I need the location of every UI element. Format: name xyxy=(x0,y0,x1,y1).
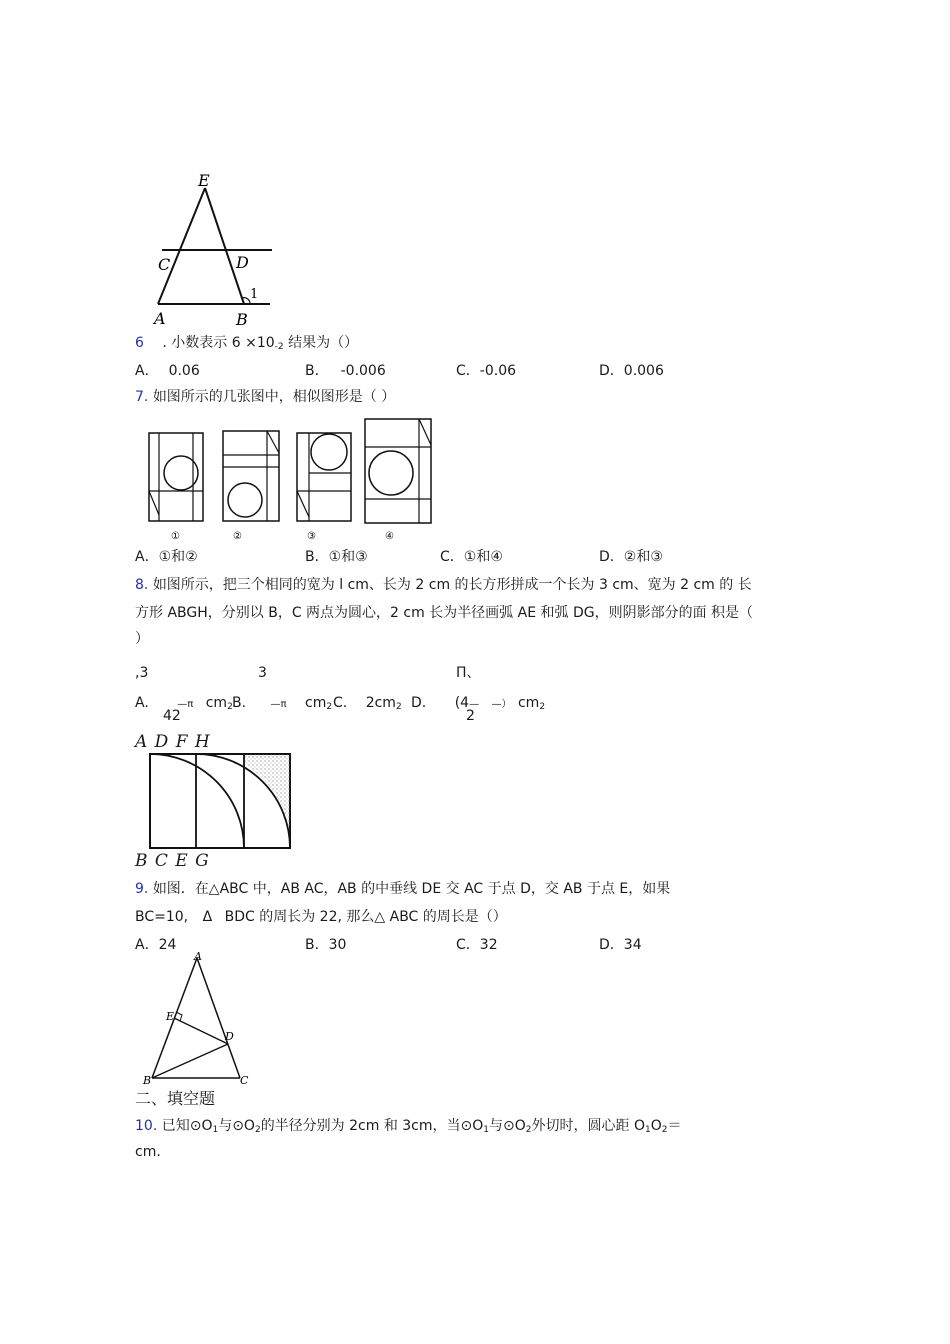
label-angle-1: 1 xyxy=(250,287,259,302)
question-number: 7. xyxy=(135,389,149,405)
option-c[interactable]: C．-0.06 xyxy=(456,363,517,379)
figure-bottom-labels: B C E G xyxy=(135,851,210,871)
label-B: B xyxy=(236,310,248,329)
question-text-line1: 如图所示，把三个相同的宽为 l cm、长为 2 cm 的长方形拼成一个长为 3 cm、宽为 2 cm 的 长 xyxy=(152,577,752,593)
option-d[interactable]: D．0.006 xyxy=(599,363,664,379)
question-9-line2: BC=10, Δ BDC 的周长为 22, 那么△ ABC 的周长是（） xyxy=(135,909,507,925)
fraction-numerator-b: 3 xyxy=(258,665,267,681)
figure-rectangles-arcs xyxy=(148,752,294,852)
figure-triangle-abc xyxy=(140,950,260,1086)
question-6 xyxy=(135,334,358,356)
figure-triangle-parallel xyxy=(150,170,280,330)
question-number: 10. xyxy=(135,1118,158,1134)
figure-label-3: ③ xyxy=(307,531,316,542)
label-C: C xyxy=(158,255,171,274)
question-8-line2: 方形 ABGH，分别以 B，C 两点为圆心，2 cm 长为半径画弧 AE 和弧 DG，则阴影部分的面 积是（ xyxy=(135,605,754,621)
option-d[interactable]: D．②和③ xyxy=(599,549,663,565)
exponent: -2 xyxy=(274,342,284,352)
question-number: 8. xyxy=(135,577,149,593)
fraction-numerator-d: Π、 xyxy=(456,665,481,681)
question-text-line1: 如图．在△ABC 中，AB AC，AB 的中垂线 DE 交 AC 于点 D，交 AB 于点 E，如果 xyxy=(152,881,671,897)
label-D: D xyxy=(236,253,249,272)
q8-option-b[interactable]: B. —π $cm_2$ xyxy=(232,695,333,712)
label-A: A xyxy=(154,309,166,328)
option-d[interactable]: D．34 xyxy=(599,937,642,953)
label-D: D xyxy=(225,1030,234,1043)
figure-label-4: ④ xyxy=(385,531,394,542)
question-number: 9. xyxy=(135,881,149,897)
option-b[interactable]: B． -0.006 xyxy=(305,363,386,379)
q8-option-c[interactable]: C. $2cm_2$ xyxy=(333,695,402,712)
question-text: 如图所示的几张图中，相似图形是（ ） xyxy=(152,389,396,405)
section-title: 二、填空题 xyxy=(135,1089,216,1108)
question-9 xyxy=(135,880,670,898)
option-a[interactable]: A． 0.06 xyxy=(135,363,200,379)
question-number: 6 xyxy=(135,335,144,351)
option-a[interactable]: A．24 xyxy=(135,937,177,953)
option-c[interactable]: C．①和④ xyxy=(440,549,503,565)
option-b[interactable]: B．30 xyxy=(305,937,347,953)
label-C: C xyxy=(240,1074,249,1086)
question-8 xyxy=(135,576,752,594)
question-10: 10. 已知$⊙O_1$与$⊙O_2$的半径分别为 2cm 和 3cm，当$⊙O_1$与$⊙O_2$外切时，圆心距 $O_1O_2=$ xyxy=(135,1118,682,1135)
question-8-line3: ） xyxy=(135,631,149,647)
label-A: A xyxy=(194,950,202,963)
fraction-denominator-d: 2 xyxy=(466,708,475,724)
question-text-end: 结果为（） xyxy=(283,335,359,351)
label-B: B xyxy=(143,1074,152,1086)
fraction-numerator-a: ,3 xyxy=(135,665,149,681)
q8-option-d[interactable]: D. (4— —） $cm_2$ xyxy=(411,695,546,712)
option-a[interactable]: A．①和② xyxy=(135,549,198,565)
q8-option-a[interactable]: A. —π $cm_2$ xyxy=(135,695,233,712)
figure-label-2: ② xyxy=(233,531,242,542)
option-b[interactable]: B．①和③ xyxy=(305,549,368,565)
question-7 xyxy=(135,388,395,406)
label-E: E xyxy=(166,1010,175,1023)
figure-similar-shapes xyxy=(145,415,445,545)
question-text: . 小数表示 6 ×10 xyxy=(162,335,275,351)
figure-label-1: ① xyxy=(171,531,180,542)
question-10-line2: cm. xyxy=(135,1144,161,1160)
option-c[interactable]: C．32 xyxy=(456,937,498,953)
fraction-denominator-a: 42 xyxy=(163,708,181,724)
label-E: E xyxy=(198,171,210,190)
figure-top-labels: A D F H xyxy=(135,732,211,752)
